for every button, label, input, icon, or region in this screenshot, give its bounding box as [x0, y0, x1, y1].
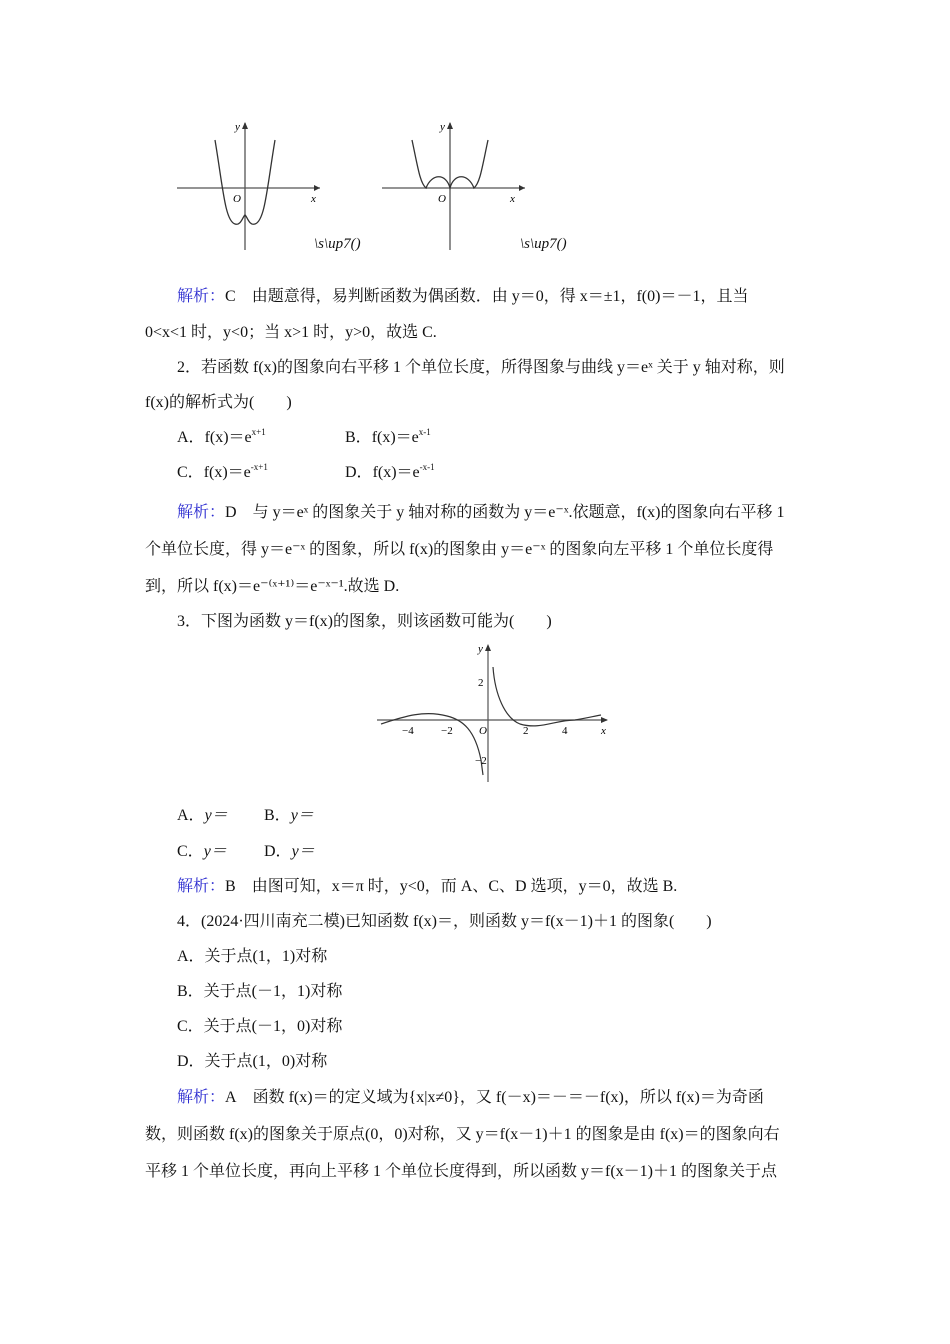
graph-option-d	[380, 118, 530, 258]
svg-text:O: O	[438, 193, 446, 205]
svg-text:x: x	[510, 193, 515, 205]
q4-stem: 4．(2024·四川南充二模)已知函数 f(x)＝，则函数 y＝f(x－1)＋1 的图象( )	[177, 913, 712, 930]
q4-analysis-line1: 解析：A 函数 f(x)＝的定义域为{x|x≠0}，又 f(－x)＝－＝－f(x)，所以 f(x)＝为奇函	[177, 1089, 764, 1106]
svg-text:x: x	[311, 193, 316, 205]
q2-analysis-line2: 个单位长度，得 y＝e⁻ˣ 的图象，所以 f(x)的图象由 y＝e⁻ˣ 的图象向左平移 1 个单位长度得	[145, 541, 774, 558]
q2-stem-line2: f(x)的解析式为( )	[145, 394, 292, 411]
q3-stem: 3．下图为函数 y＝f(x)的图象，则该函数可能为( )	[177, 613, 552, 630]
figure-caption: \s\up7()	[520, 236, 567, 252]
q3-function-graph	[375, 640, 615, 785]
svg-text:4: 4	[562, 725, 568, 737]
q2-option-a[interactable]: A．$f(x)=e^{x+1}$	[177, 427, 266, 446]
q2-option-b[interactable]: B．$f(x)=e^{x-1}$	[345, 427, 431, 446]
q4-analysis-line2: 数，则函数 f(x)的图象关于原点(0，0)对称，又 y＝f(x－1)＋1 的图象是由 f(x)＝的图象向右	[145, 1126, 780, 1143]
q1-analysis-line2: 0<x<1 时，y<0；当 x>1 时，y>0，故选 C.	[145, 324, 437, 341]
q3-option-c[interactable]: C．y＝	[177, 843, 227, 860]
q2-analysis-line3: 到，所以 f(x)＝e⁻⁽ˣ⁺¹⁾＝e⁻ˣ⁻¹.故选 D.	[145, 578, 400, 595]
q2-stem-line1: 2．若函数 f(x)的图象向右平移 1 个单位长度，所得图象与曲线 y＝eˣ 关于 y 轴对称，则	[177, 359, 785, 376]
svg-text:y: y	[440, 121, 445, 133]
analysis-label: 解析：	[177, 288, 226, 305]
q3-option-b[interactable]: B．y＝	[264, 807, 314, 824]
svg-text:O: O	[233, 193, 241, 205]
svg-text:−4: −4	[402, 725, 414, 737]
svg-text:O: O	[479, 725, 487, 737]
q3-option-a[interactable]: A．y＝	[177, 807, 228, 824]
q1-analysis-line1: 解析：C 由题意得，易判断函数为偶函数．由 y＝0，得 x＝±1，f(0)＝－1，且当	[177, 288, 749, 305]
svg-text:2: 2	[478, 677, 484, 689]
graph-option-c	[175, 118, 325, 258]
q3-option-d[interactable]: D．y＝	[264, 843, 315, 860]
q2-analysis-line1: 解析：D 与 y＝eˣ 的图象关于 y 轴对称的函数为 y＝e⁻ˣ.依题意，f(x)的图象向右平移 1	[177, 504, 785, 521]
q2-option-c[interactable]: C．$f(x)=e^{-x+1}$	[177, 462, 268, 481]
figure-caption: \s\up7()	[314, 236, 361, 252]
svg-text:−2: −2	[475, 755, 487, 767]
q2-option-d[interactable]: D．$f(x)=e^{-x-1}$	[345, 462, 435, 481]
q3-analysis: 解析：B 由图可知，x＝π 时，y<0，而 A、C、D 选项，y＝0，故选 B.	[177, 878, 678, 895]
svg-text:x: x	[601, 725, 606, 737]
q4-option-d[interactable]: D．关于点(1，0)对称	[177, 1053, 328, 1070]
q4-option-a[interactable]: A．关于点(1，1)对称	[177, 948, 328, 965]
svg-text:2: 2	[523, 725, 529, 737]
svg-text:y: y	[478, 643, 483, 655]
q4-option-c[interactable]: C．关于点(－1，0)对称	[177, 1018, 343, 1035]
q4-option-b[interactable]: B．关于点(－1，1)对称	[177, 983, 343, 1000]
q4-analysis-line3: 平移 1 个单位长度，再向上平移 1 个单位长度得到，所以函数 y＝f(x－1)＋1 的图象关于点	[145, 1163, 777, 1180]
svg-text:−2: −2	[441, 725, 453, 737]
y-axis-label: y	[235, 121, 240, 133]
